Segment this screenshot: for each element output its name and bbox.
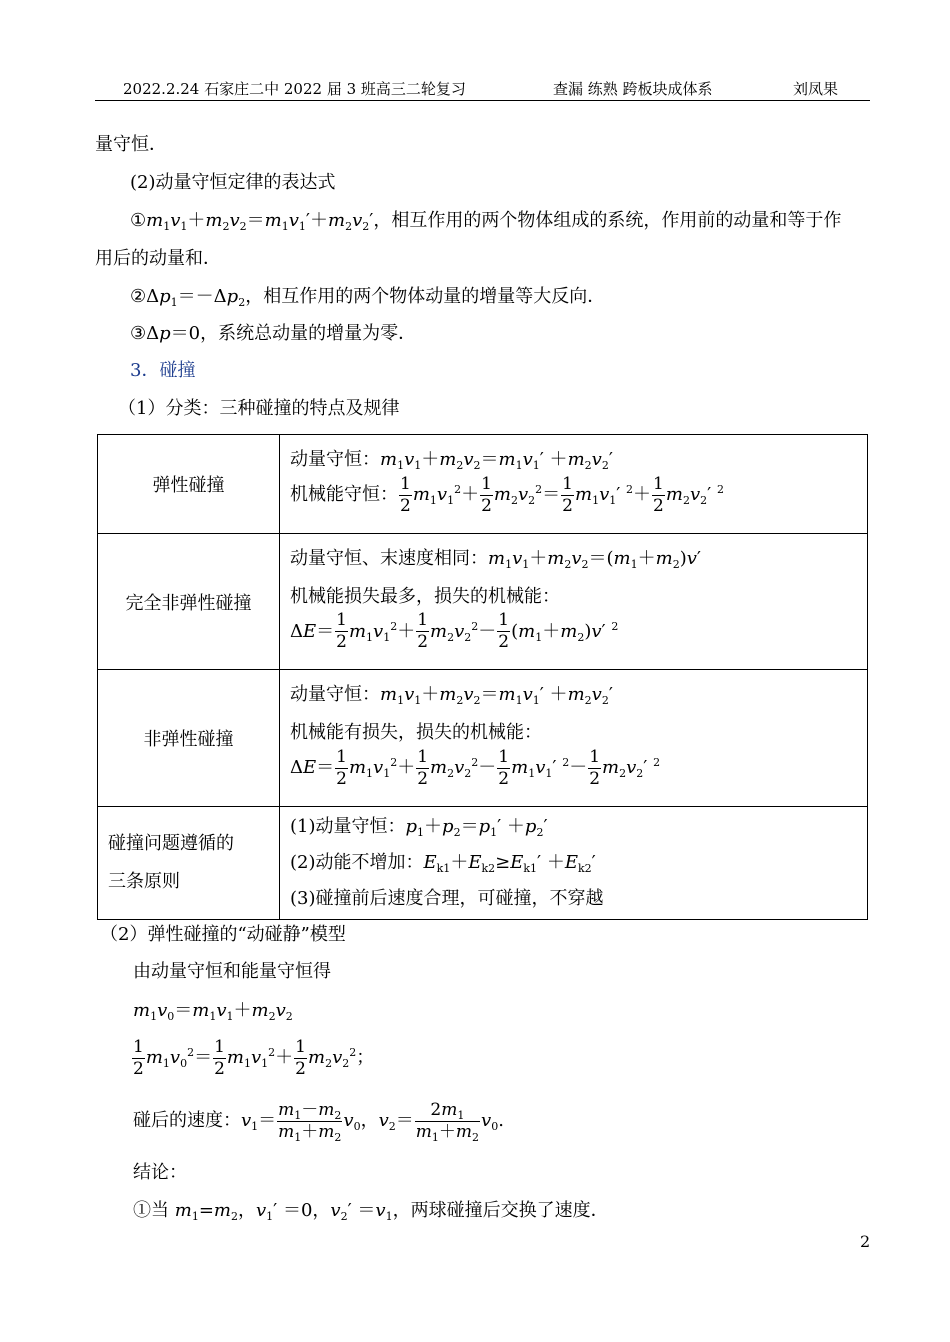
- paragraph: 结论：: [133, 1162, 187, 1183]
- equation-line: $②\Delta p_1=-\Delta p_2$，相互作用的两个物体动量的增量等大反向．: [130, 286, 606, 309]
- table-row: [98, 670, 868, 807]
- subheading: （1）分类：三种碰撞的特点及规律: [118, 398, 400, 419]
- table-value: 动量守恒：$m_1v_1+m_2v_2=m_1v_1' +m_2v_2'$ 机械能有损失，损失的机械能： ΔE＝ $\frac{1}{2}$ $m_1v_1^2+$ $\frac{1}{2}$ $m_2v_2^2-$ $\frac{1}{2}$ $m_1v_1'$ $^2$－ $\frac{1}{2}$ $m_2v_2'$ $^2$: [280, 670, 868, 807]
- header-left: 2022.2.24 石家庄二中 2022 届 3 班高三二轮复习: [123, 80, 466, 98]
- header-middle: 查漏 练熟 跨板块成体系: [553, 80, 713, 98]
- table-value: 动量守恒：$m_1v_1+m_2v_2=m_1v_1' +m_2v_2'$ 机械能守恒： $\frac{1}{2}$ $m_1v_1^2+$ $\frac{1}{2}$ $m_2v_2^2=$ $\frac{1}{2}$ $m_1v_1'$ $^2$＋ $\frac{1}{2}$ $m_2v_2'$ $^2$: [280, 435, 868, 534]
- subheading: （2）弹性碰撞的“动碰静”模型: [100, 924, 346, 945]
- collision-table: [97, 434, 868, 920]
- table-row: [98, 534, 868, 670]
- paragraph-text: ，两球碰撞后交换了速度．: [392, 1200, 609, 1221]
- table-key: 碰撞问题遵循的 三条原则: [98, 807, 280, 920]
- equation-line: $m_1v_0=m_1v_1+m_2v_2$: [133, 1000, 293, 1023]
- page-number: 2: [860, 1232, 871, 1251]
- table-row: [98, 435, 868, 534]
- table-value: 动量守恒、末速度相同：$m_1v_1+m_2v_2=(m_1+m_2)v'$ 机械能损失最多，损失的机械能： ΔE＝ $\frac{1}{2}$ $m_1v_1^2+$ $\frac{1}{2}$ $m_2v_2^2-$ $\frac{1}{2}$ $(m_1+m_2)v'$ $^2$: [280, 534, 868, 670]
- section-heading: 3．碰撞: [130, 360, 196, 381]
- table-value: (1)动量守恒：$p_1+p_2=p_1' +p_2'$ (2)动能不增加：$E_{k1}+E_{k2}\ge E_{k1}' +E_{k2}'$ (3)碰撞前后速度合理，可碰撞，不穿越: [280, 807, 868, 920]
- equation-line: $\frac{1}{2}$ $m_1v_0^2=$ $\frac{1}{2}$ $m_1v_1^2+$ $\frac{1}{2}$ $m_2v_2^2$；: [133, 1036, 375, 1079]
- paragraph: 由动量守恒和能量守恒得: [133, 961, 331, 982]
- paragraph: 量守恒．: [95, 134, 167, 155]
- table-key: 完全非弹性碰撞: [98, 534, 280, 670]
- equation-line: 碰后的速度：$v_1=$ $\frac{m_1-m_2}{m_1+m_2}$ $v_0$，$v_2=$ $\frac{2m_1}{m_1+m_2}$ $v_0$.: [133, 1099, 504, 1144]
- table-key: 弹性碰撞: [98, 435, 280, 534]
- paragraph: 用后的动量和．: [95, 248, 221, 269]
- page-header: [95, 78, 870, 101]
- equation-line: ③Δp＝0，系统总动量的增量为零．: [130, 323, 417, 344]
- paragraph-text: ，相互作用的两个物体组成的系统，作用前的动量和等于作: [373, 210, 842, 231]
- equation-line: ①当 $m_1=m_2$，$v_1' =0$，$v_2' =v_1$，两球碰撞后交换了速度．: [133, 1200, 609, 1223]
- table-key: 非弹性碰撞: [98, 670, 280, 807]
- table-row: [98, 807, 868, 920]
- paragraph-text: ，相互作用的两个物体动量的增量等大反向．: [245, 286, 606, 307]
- header-right: 刘凤果: [793, 80, 839, 98]
- paragraph: (2)动量守恒定律的表达式: [130, 172, 336, 193]
- paragraph-text: ，系统总动量的增量为零．: [200, 323, 417, 344]
- equation-line: $①m_1v_1+m_2v_2=m_1v_1'+m_2v_2'$，相互作用的两个物体组成的系统，作用前的动量和等于作: [130, 210, 842, 233]
